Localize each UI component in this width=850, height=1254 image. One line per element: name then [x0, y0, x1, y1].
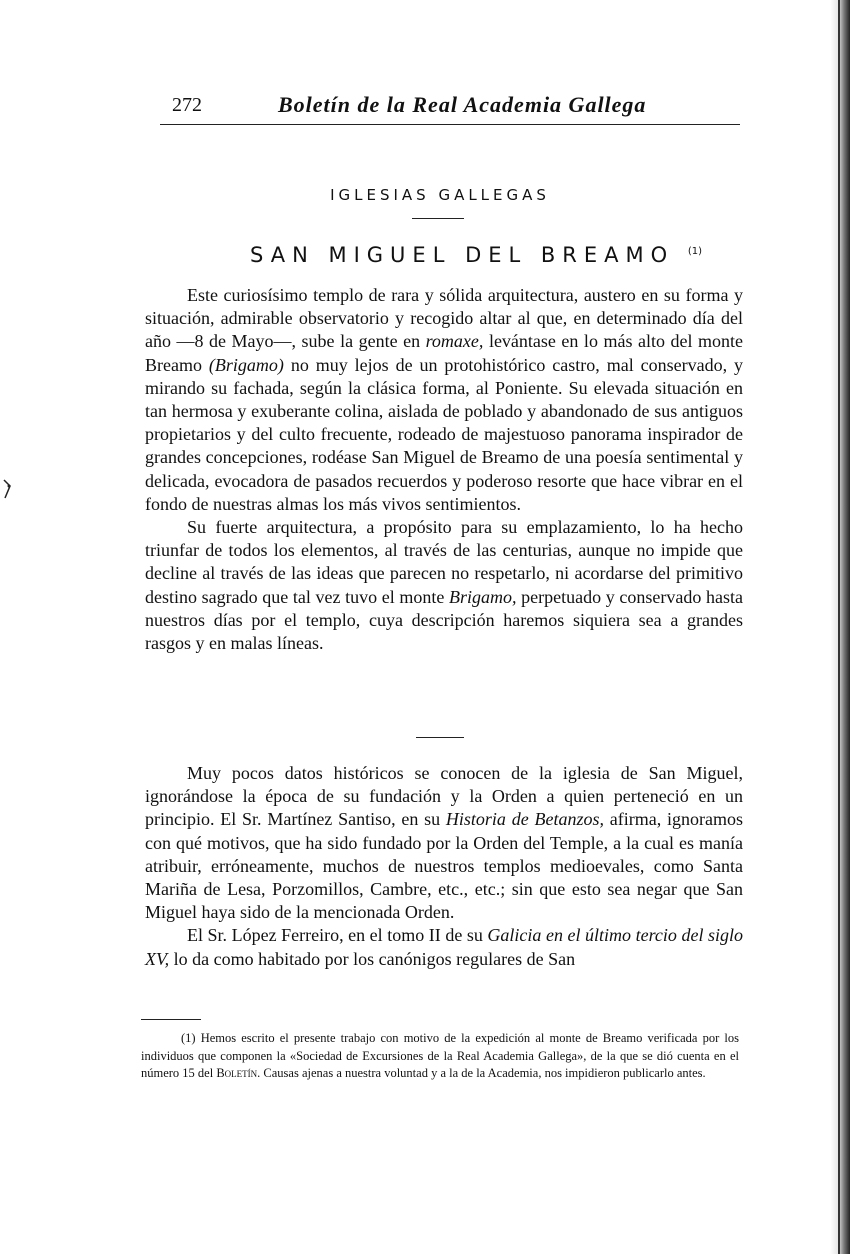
article-title: [250, 243, 703, 267]
footnote-reference: (1): [687, 246, 703, 257]
running-title: Boletín de la Real Academia Gallega: [278, 92, 647, 117]
page-header: [160, 92, 740, 128]
paragraph-1-text-b: levántase en lo más alto del monte Breamo: [145, 331, 743, 375]
paragraph-1-italic-a: romaxe,: [425, 331, 484, 352]
paragraph-4-italic-a: Galicia en el último tercio del siglo XV,: [145, 925, 743, 969]
paragraph-1-italic-b: (Brigamo): [208, 354, 284, 375]
paragraph-3: [145, 762, 743, 924]
paragraph-4-text-a: El Sr. López Ferreiro, en el tomo: [187, 925, 429, 946]
paragraph-4-volume: II: [428, 925, 441, 946]
footnote: [141, 1030, 739, 1083]
paragraph-1: [145, 284, 743, 516]
paragraph-1-text-a: Este curiosísimo templo de rara y sólida arquitectura, austero en su forma y situación, admirable observatorio y recogido altar al que, en determinado día del año —8 de Mayo—, sube la gente en: [145, 285, 743, 352]
margin-mark-icon: [2, 476, 20, 504]
paragraph-3-italic-a: Historia de Betanzos,: [445, 809, 604, 830]
footnote-text-b: Causas ajenas a nuestra voluntad y a la de la Academia, nos impidieron publicarlo antes.: [260, 1066, 706, 1080]
article-body-part-1: [145, 284, 743, 655]
header-rule: [160, 124, 740, 125]
section-title: IGLESIAS GALLEGAS: [330, 186, 550, 204]
page-number: 272: [172, 94, 202, 116]
paragraph-4-text-b: de su: [440, 925, 488, 946]
paragraph-2: [145, 516, 743, 655]
paragraph-2-italic-a: Brigamo,: [449, 586, 517, 607]
paragraph-4: [145, 924, 743, 970]
article-body-part-2: [145, 762, 743, 971]
footnote-rule: [141, 1019, 201, 1020]
paragraph-1-text-c: no muy lejos de un protohistórico castro, mal conservado, y mirando su fachada, según la clásica forma, al Poniente. Su elevada situación en tan hermosa y exuberante colina, aislada de poblado y abandonado de sus antiguos propietarios y del culto frecuente, rodeado de majestuoso panorama inspirador de grandes concepciones, rodéase San Miguel de Breamo de una poesía sentimental y delicada, evocadora de pasados recuerdos y poderoso resorte que hace vibrar en el fondo de nuestras almas los más vivos sentimientos.: [145, 354, 743, 514]
section-title-rule: [412, 218, 464, 219]
paragraph-3-text-a: Muy pocos datos históricos se conocen de la iglesia de San Miguel, ignorándose la época de su fundación y la Orden a quien perteneció en un principio. El Sr. Martínez Santiso, en su: [145, 763, 743, 830]
section-divider-rule: [416, 737, 464, 738]
paragraph-4-text-c: lo da como habitado por los canónigos regulares de San: [169, 948, 576, 969]
footnote-text-a: (1) Hemos escrito el presente trabajo con motivo de la expedición al monte de Breamo verificada por los individuos que componen la «Sociedad de Excursiones de la Real Academia Gallega», de la que se dió cuenta en el número 15 del: [141, 1031, 739, 1080]
article-title-text: SAN MIGUEL DEL BREAMO: [250, 243, 675, 267]
paragraph-3-text-b: afirma, ignoramos con qué motivos, que ha sido fundado por la Orden del Temple, a la cual es manía atribuir, erróneamente, muchos de nuestros templos medioevales, como Santa Mariña de Lesa, Porzomillos, Cambre, etc., etc.; sin que esto sea negar que San Miguel haya sido de la mencionada Orden.: [145, 809, 744, 923]
paragraph-2-text-b: perpetuado y conservado hasta nuestros días por el templo, cuya descripción haremos siquiera sea a grandes rasgos y en malas líneas.: [145, 586, 743, 654]
footnote-paragraph: [141, 1030, 739, 1083]
footnote-journal-name: Boletín.: [216, 1066, 261, 1080]
paragraph-2-text-a: Su fuerte arquitectura, a propósito para su emplazamiento, lo ha hecho triunfar de todos los elementos, al través de las centurias, aunque no impide que decline al través de las ideas que parecen no respetarlo, ni acordarse del primitivo destino sagrado que tal vez tuvo el monte: [145, 517, 743, 607]
